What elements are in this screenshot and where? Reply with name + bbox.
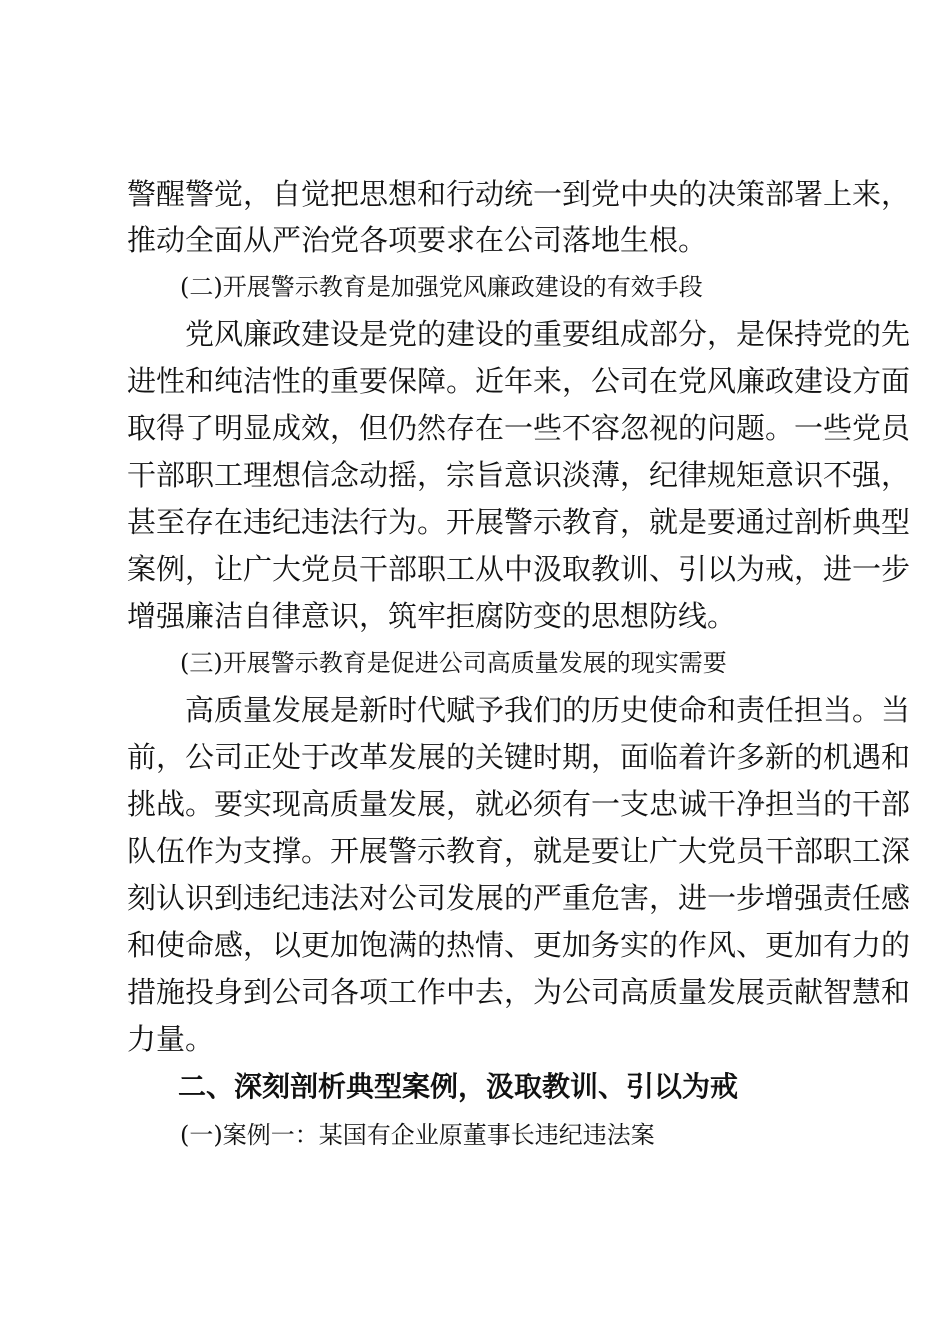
paragraph-line: 警醒警觉，自觉把思想和行动统一到党中央的决策部署上来，	[127, 177, 911, 211]
paragraph-line: 推动全面从严治党各项要求在公司落地生根。	[127, 223, 708, 257]
paragraph-line: 进性和纯洁性的重要保障。近年来，公司在党风廉政建设方面	[127, 364, 911, 398]
subsection-title: (三)开展警示教育是促进公司高质量发展的现实需要	[180, 649, 727, 677]
paragraph-line: 措施投身到公司各项工作中去，为公司高质量发展贡献智慧和	[127, 975, 911, 1009]
paragraph-line: 增强廉洁自律意识，筑牢拒腐防变的思想防线。	[127, 599, 737, 633]
paragraph-line: 高质量发展是新时代赋予我们的历史使命和责任担当。当	[185, 693, 911, 727]
paragraph-line: 党风廉政建设是党的建设的重要组成部分，是保持党的先	[185, 317, 911, 351]
paragraph-line: 力量。	[127, 1022, 215, 1056]
section-heading: 二、深刻剖析典型案例，汲取教训、引以为戒	[178, 1070, 739, 1103]
paragraph-line: 甚至存在违纪违法行为。开展警示教育，就是要通过剖析典型	[127, 505, 911, 539]
paragraph-line: 干部职工理想信念动摇，宗旨意识淡薄，纪律规矩意识不强，	[127, 458, 911, 492]
paragraph-line: 取得了明显成效，但仍然存在一些不容忽视的问题。一些党员	[127, 411, 911, 445]
paragraph-line: 挑战。要实现高质量发展，就必须有一支忠诚干净担当的干部	[127, 787, 911, 821]
paragraph-line: 案例，让广大党员干部职工从中汲取教训、引以为戒，进一步	[127, 552, 911, 586]
paragraph-line: 刻认识到违纪违法对公司发展的严重危害，进一步增强责任感	[127, 881, 911, 915]
paragraph-line: 队伍作为支撑。开展警示教育，就是要让广大党员干部职工深	[127, 834, 911, 868]
case-title: (一)案例一：某国有企业原董事长违纪违法案	[180, 1121, 655, 1149]
paragraph-line: 和使命感，以更加饱满的热情、更加务实的作风、更加有力的	[127, 928, 911, 962]
paragraph-line: 前，公司正处于改革发展的关键时期，面临着许多新的机遇和	[127, 740, 911, 774]
subsection-title: (二)开展警示教育是加强党风廉政建设的有效手段	[180, 273, 703, 301]
